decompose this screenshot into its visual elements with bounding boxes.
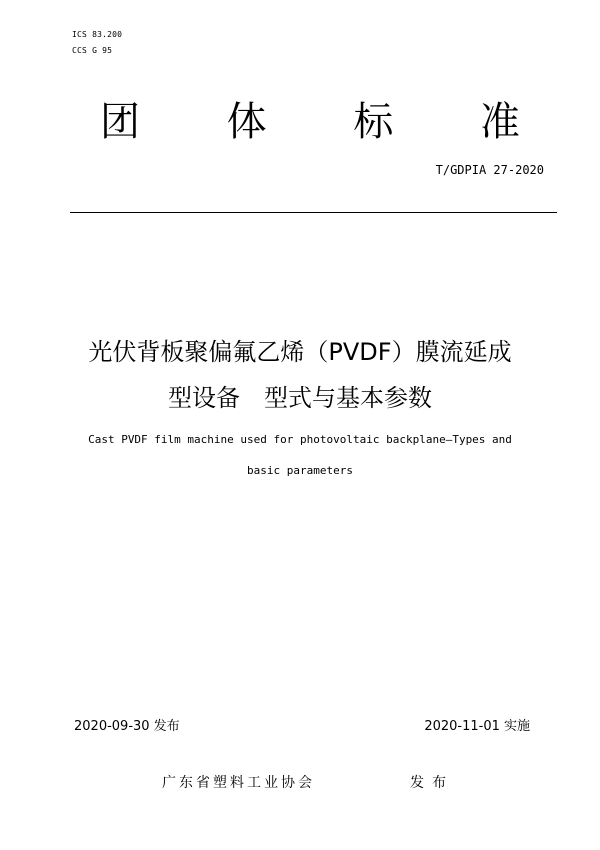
standard-number: T/GDPIA 27-2020 [435, 163, 544, 177]
doc-type-char: 标 [353, 99, 394, 145]
ics-code: ICS 83.200 [72, 30, 123, 39]
english-title-line-2: basic parameters [247, 464, 353, 477]
issue-date: 2020-09-30 发布 [74, 719, 180, 734]
publish-label: 发布 [410, 775, 454, 791]
document-type-heading [100, 96, 520, 148]
chinese-title-line-1: 光伏背板聚偏氟乙烯（PVDF）膜流延成 [88, 338, 512, 366]
doc-type-char: 体 [226, 99, 267, 145]
header-divider [70, 212, 557, 213]
issuing-organization: 广东省塑料工业协会 [162, 775, 315, 791]
english-title-line-1: Cast PVDF film machine used for photovoltaic backplane—Types and [88, 433, 512, 446]
chinese-title-line-2: 型设备 型式与基本参数 [168, 384, 432, 412]
doc-type-char: 准 [479, 99, 520, 145]
ccs-code: CCS G 95 [72, 46, 113, 55]
effective-date: 2020-11-01 实施 [424, 719, 530, 734]
doc-type-char: 团 [100, 99, 140, 145]
